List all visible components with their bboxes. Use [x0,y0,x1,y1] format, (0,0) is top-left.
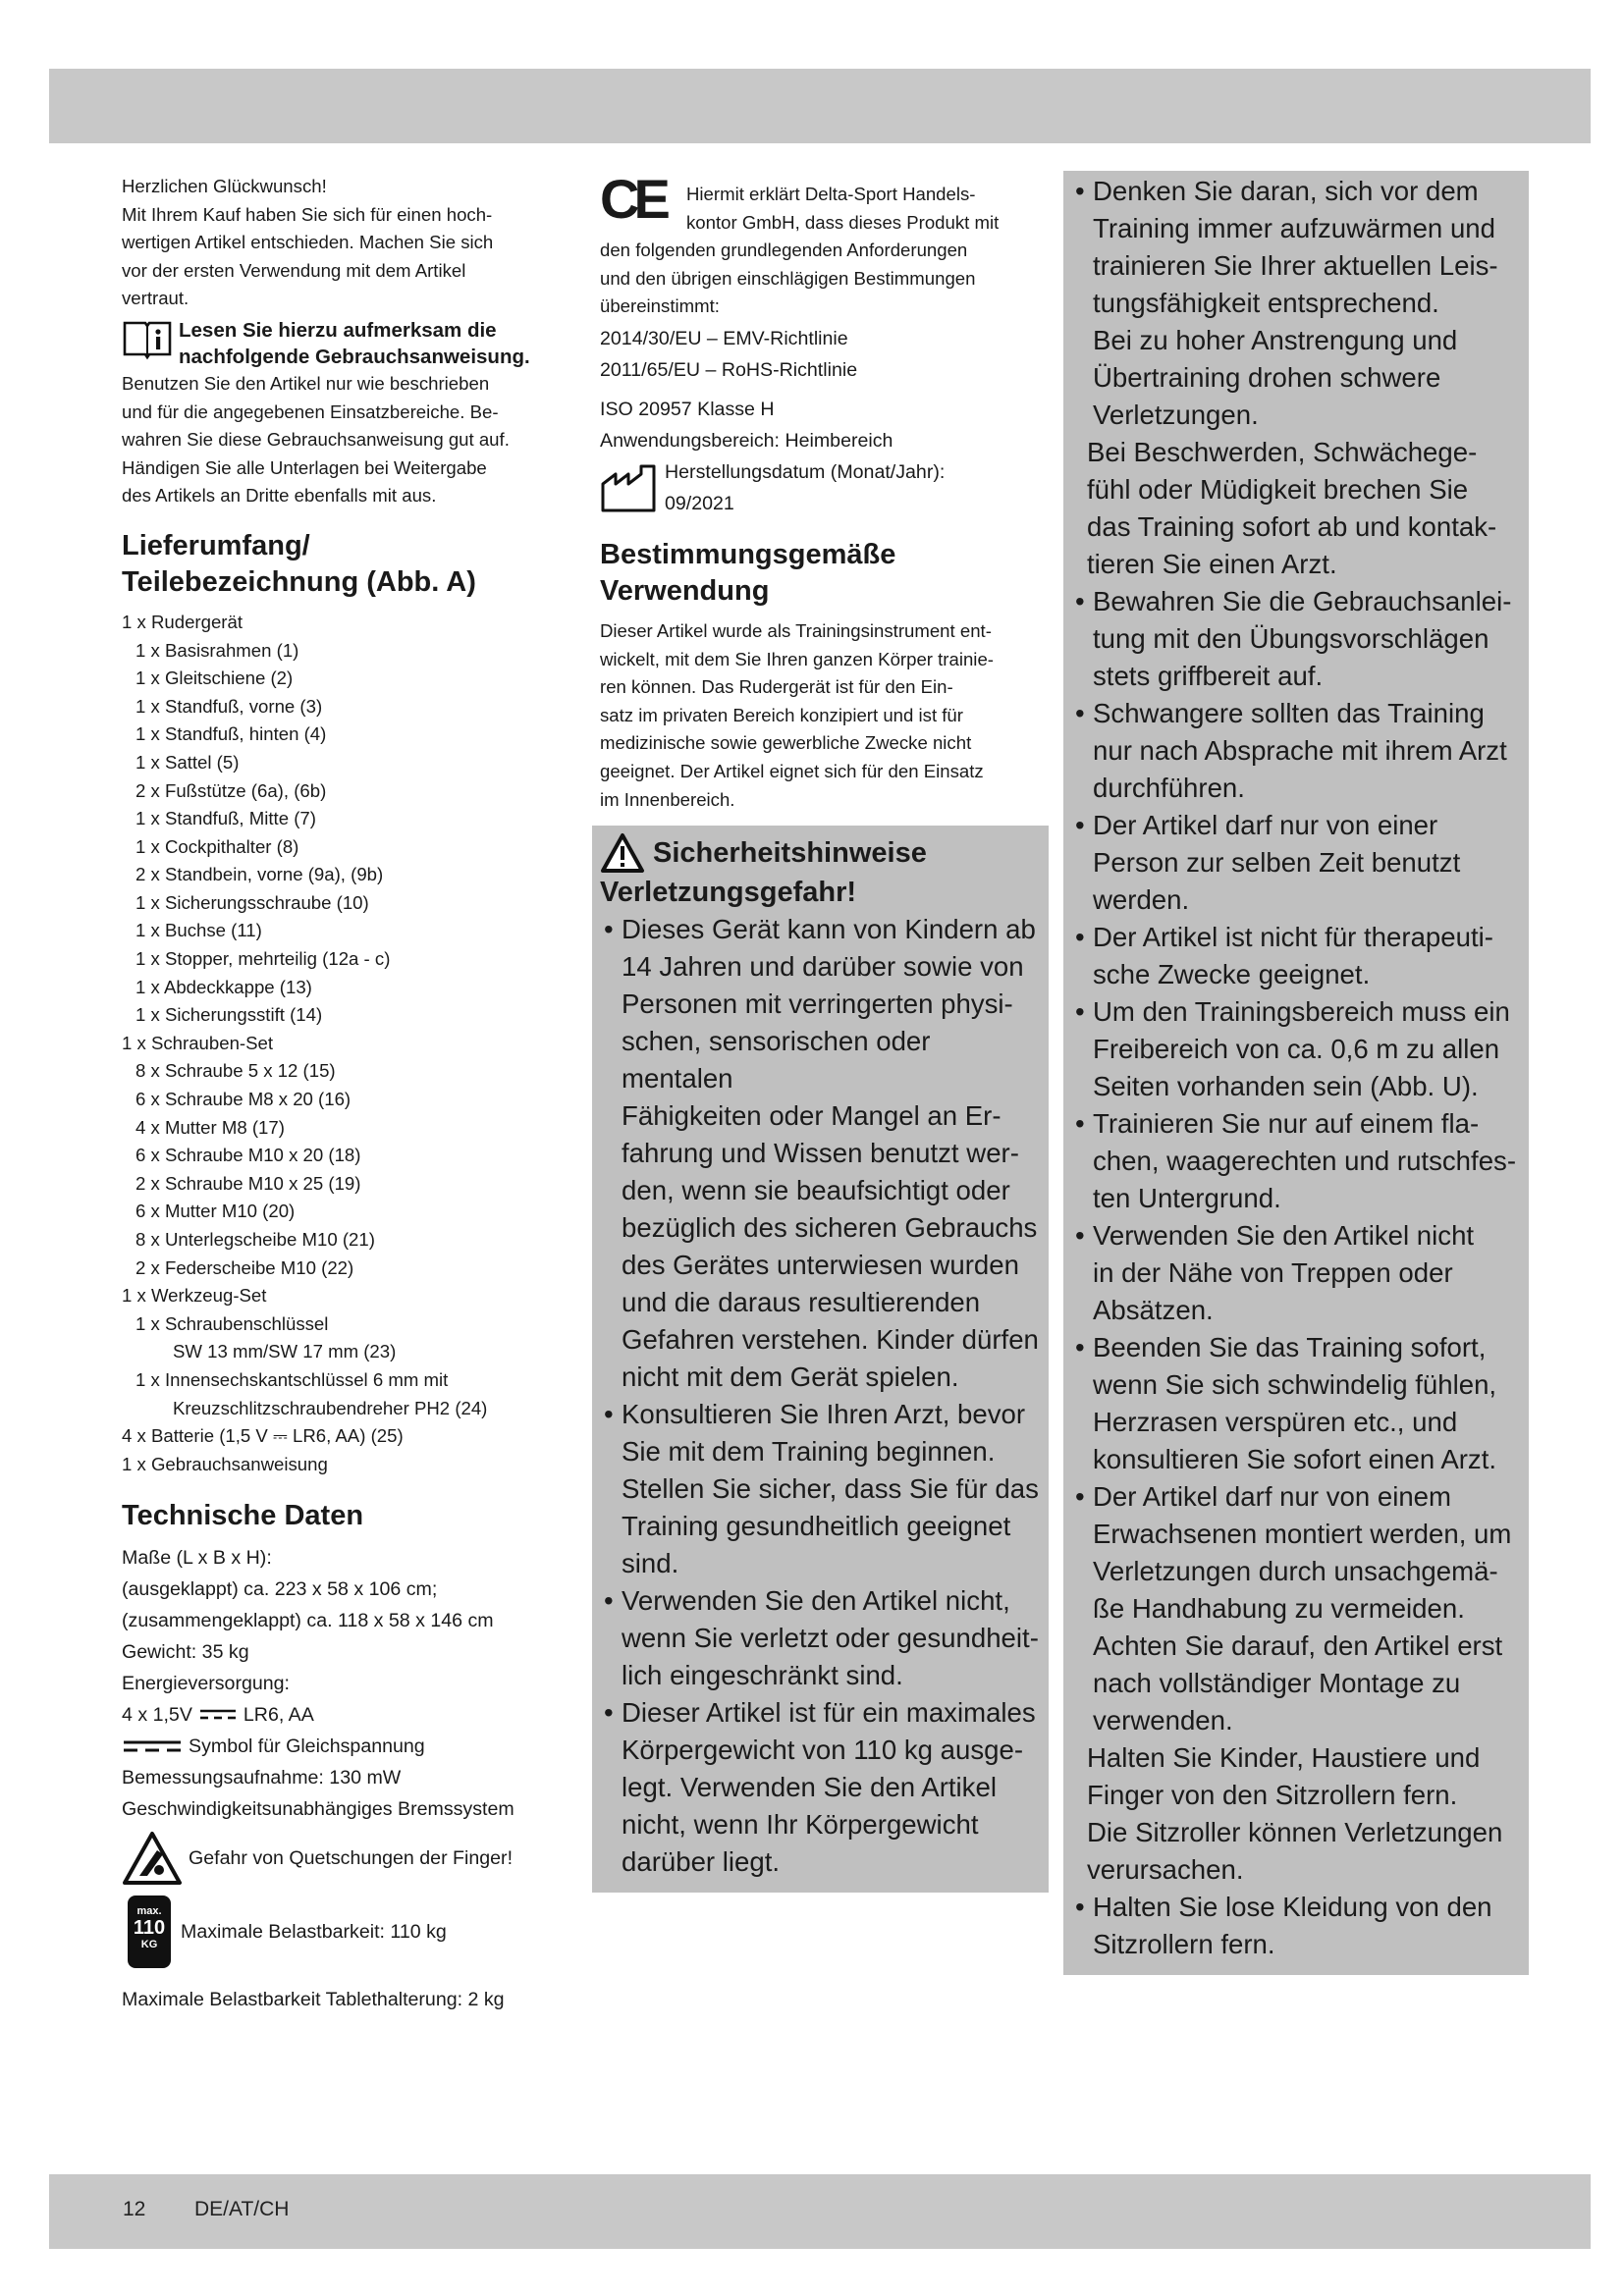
safety-item-line: Verletzungen. [1093,400,1259,430]
safety-item-line: ten Untergrund. [1093,1183,1281,1213]
greeting: Herzlichen Glückwunsch! [122,176,327,196]
intended-use-line: Dieser Artikel wurde als Trainingsinstrument ent- [600,619,992,641]
scope-item: 1 x Innensechskantschlüssel 6 mm mit [135,1368,449,1390]
power-value-pre: 4 x 1,5V [122,1704,192,1727]
safety-item: • Dieses Gerät kann von Kindern ab [600,911,1043,948]
safety-item: • Der Artikel darf nur von einer [1071,807,1523,844]
weight: Gewicht: 35 kg [122,1641,249,1664]
scope-item: 1 x Standfuß, hinten (4) [135,723,327,745]
scope-item: 1 x Gleitschiene (2) [135,667,294,689]
safety-item-line: lich eingeschränkt sind. [622,1660,903,1691]
safety-item-line: nicht mit dem Gerät spielen. [622,1362,959,1393]
manufacture-date [600,456,1049,519]
book-info-icon [122,317,173,360]
emv-directive: 2014/30/EU – EMV-Richtlinie [600,327,848,349]
safety-item-line: konsultieren Sie sofort einen Arzt. [1093,1444,1497,1474]
power-value-post: LR6, AA [243,1704,314,1727]
scope-item: 8 x Unterlegscheibe M10 (21) [135,1229,375,1250]
safety-item-line: ße Handhabung zu vermeiden. [1093,1593,1465,1624]
safety-item-line: schen, sensorischen oder mentalen [622,1026,931,1095]
intended-use-line: medizinische sowie gewerbliche Zwecke nicht [600,732,972,754]
safety-box-continued [1063,171,1529,1975]
safety-item-line: Sitzrollern fern. [1093,1929,1275,1959]
manual-note [122,317,569,370]
safety-list-right [1071,173,1523,1963]
scope-item: 4 x Mutter M8 (17) [135,1116,285,1138]
safety-item: • Konsultieren Sie Ihren Arzt, bevor [600,1396,1043,1433]
safety-item: • Bewahren Sie die Gebrauchsanlei- [1071,583,1523,620]
safety-item-line: Herzrasen verspüren etc., und [1093,1407,1458,1437]
safety-item-line: werden. [1093,884,1190,915]
safety-item: Halten Sie Kinder, Haustiere und [1087,1742,1481,1773]
scope-item: 1 x Basisrahmen (1) [135,639,299,661]
intended-use-text [600,617,1049,814]
scope-item: 2 x Fußstütze (6a), (6b) [135,779,327,801]
ce-line: übereinstimmt: [600,295,720,317]
rated-power: Bemessungsaufnahme: 130 mW [122,1767,402,1789]
safety-item: • Trainieren Sie nur auf einem fla- [1071,1105,1523,1143]
scope-item: 2 x Schraube M10 x 25 (19) [135,1172,361,1194]
safety-item-line: Sie mit dem Training beginnen. [622,1436,996,1468]
region-label: DE/AT/CH [194,2198,290,2220]
header-bar [49,69,1591,143]
dc-symbol-icon [198,1707,238,1723]
safety-item: • Um den Trainingsbereich muss ein [1071,993,1523,1031]
intended-use-line: geeignet. Der Artikel eignet sich für den Einsatz [600,760,984,781]
safety-item-line: sche Zwecke geeignet. [1093,959,1371,989]
ce-declaration [600,168,1049,237]
weight-badge-icon [128,1896,171,1968]
scope-item: 4 x Batterie (1,5 V ⎓ LR6, AA) (25) [122,1425,404,1447]
safety-item-line: Personen mit verringerten physi- [622,988,1013,1020]
safety-item-line: wenn Sie sich schwindelig fühlen, [1093,1369,1497,1400]
mfg-label: Herstellungsdatum (Monat/Jahr): [665,460,946,483]
safety-item-line: Finger von den Sitzrollern fern. [1087,1780,1458,1810]
intended-use-line: ren können. Das Rudergerät ist für den Ein- [600,676,953,698]
safety-item-line: Training immer aufzuwärmen und [1093,213,1495,243]
safety-item-line: Seiten vorhanden sein (Abb. U). [1093,1071,1479,1101]
pinch-text: Gefahr von Quetschungen der Finger! [189,1847,514,1870]
scope-item: 2 x Federscheibe M10 (22) [135,1256,354,1278]
safety-item: • Der Artikel ist nicht für therapeuti- [1071,919,1523,956]
safety-list-middle [600,911,1043,1881]
safety-item-line: tung mit den Übungsvorschlägen [1093,623,1489,654]
safety-item-line: und die daraus resultierenden [622,1287,981,1318]
safety-item: • Denken Sie daran, sich vor dem [1071,173,1523,210]
column-middle [600,168,1049,1893]
safety-item-line: tungsfähigkeit entsprechend. [1093,288,1439,318]
scope-heading [122,528,569,601]
badge-top: max. [136,1905,162,1918]
scope-item: 1 x Sicherungsstift (14) [135,1004,323,1026]
tech-heading: Technische Daten [122,1500,364,1532]
dims-folded: (zusammengeklappt) ca. 118 x 58 x 146 cm [122,1610,494,1632]
footer-bar [49,2174,1591,2249]
column-left [122,173,569,2015]
intro-line: vertraut. [122,288,189,309]
safety-item-line: nur nach Absprache mit ihrem Arzt [1093,735,1507,766]
safety-item: • Schwangere sollten das Training [1071,695,1523,732]
scope-item: 1 x Schraubenschlüssel [135,1312,329,1334]
intended-use-line: wickelt, mit dem Sie Ihren ganzen Körper trainie- [600,648,994,669]
safety-item-line: den, wenn sie beaufsichtigt oder [622,1175,1010,1206]
safety-item-line: das Training sofort ab und kontak- [1087,511,1497,542]
safety-item: • Halten Sie lose Kleidung von den [1071,1889,1523,1926]
scope-item: 6 x Schraube M10 x 20 (18) [135,1145,361,1166]
max-load-row [122,1896,569,1968]
scope-item: SW 13 mm/SW 17 mm (23) [173,1341,397,1362]
safety-item-line: Achten Sie darauf, den Artikel erst [1093,1630,1503,1661]
dc-row [122,1731,569,1762]
dc-label: Symbol für Gleichspannung [189,1735,425,1758]
safety-item-line: legt. Verwenden Sie den Artikel [622,1772,997,1803]
safety-box [592,826,1049,1893]
intro-line: Mit Ihrem Kauf haben Sie sich für einen hoch- [122,203,493,225]
safety-item-line: Training gesundheitlich geeignet [622,1511,1011,1542]
scope-item: 1 x Standfuß, vorne (3) [135,695,323,717]
scope-item: 1 x Cockpithalter (8) [135,835,299,857]
safety-item-line: verwenden. [1093,1705,1233,1735]
safety-item-line: stets griffbereit auf. [1093,661,1324,691]
scope-item: 1 x Sattel (5) [135,751,240,773]
scope-item: 1 x Sicherungsschraube (10) [135,891,369,913]
power-value [122,1699,569,1731]
warning-triangle-icon [600,832,645,874]
usage-line: Benutzen Sie den Artikel nur wie beschrieben [122,372,490,394]
scope-heading-line: Lieferumfang/ [122,529,310,561]
safety-item-line: fühl oder Müdigkeit brechen Sie [1087,474,1469,505]
scope-item: 1 x Gebrauchsanweisung [122,1453,328,1474]
safety-item: • Verwenden Sie den Artikel nicht [1071,1217,1523,1255]
scope-item: Kreuzschlitzschraubendreher PH2 (24) [173,1397,488,1418]
safety-item-line: nicht, wenn Ihr Körpergewicht [622,1809,979,1841]
safety-item: • Dieser Artikel ist für ein maximales [600,1694,1043,1732]
safety-item-line: Stellen Sie sicher, dass Sie für das [622,1473,1039,1505]
safety-item-line: Gefahren verstehen. Kinder dürfen [622,1324,1039,1356]
badge-unit: KG [140,1939,158,1951]
safety-item-line: Übertraining drohen schwere [1093,362,1441,393]
usage-text [122,370,569,510]
usage-line: des Artikels an Dritte ebenfalls mit aus. [122,485,437,507]
safety-item-line: fahrung und Wissen benutzt wer- [622,1138,1019,1169]
safety-item-line: darüber liegt. [622,1846,781,1878]
intended-use-line: satz im privaten Bereich konzipiert und ist für [600,704,963,725]
ce-line: kontor GmbH, dass dieses Produkt mit [686,211,1000,233]
rohs-directive: 2011/65/EU – RoHS-Richtlinie [600,358,858,381]
scope-item: 6 x Schraube M8 x 20 (16) [135,1089,352,1110]
page-number: 12 [123,2198,146,2220]
scope-heading-line: Teilebezeichnung (Abb. A) [122,565,476,598]
safety-item-line: Bei zu hoher Anstrengung und [1093,325,1458,355]
safety-heading-text: Sicherheitshinweise [653,837,927,870]
safety-item-line: Verletzungen durch unsachgemä- [1093,1556,1498,1586]
safety-item-line: nach vollständiger Montage zu [1093,1668,1461,1698]
safety-item-line: Fähigkeiten oder Mangel an Er- [622,1100,1001,1132]
tablet-load: Maximale Belastbarkeit Tablethalterung: 2 kg [122,1989,505,2011]
safety-item-line: des Gerätes unterwiesen wurden [622,1250,1019,1281]
mfg-date: 09/2021 [665,492,734,514]
safety-item-line: tieren Sie einen Arzt. [1087,549,1337,579]
usage-line: wahren Sie diese Gebrauchsanweisung gut auf. [122,429,510,451]
dc-symbol-icon [122,1737,183,1755]
max-load-text: Maximale Belastbarkeit: 110 kg [181,1921,447,1944]
scope-item: 6 x Mutter M10 (20) [135,1201,296,1222]
safety-item: • Der Artikel darf nur von einem [1071,1478,1523,1516]
scope-item: 1 x Stopper, mehrteilig (12a - c) [135,948,391,970]
intro-line: vor der ersten Verwendung mit dem Artikel [122,259,466,281]
dims-open: (ausgeklappt) ca. 223 x 58 x 106 cm; [122,1578,438,1601]
scope-list [122,609,569,1478]
safety-item-line: Erwachsenen montiert werden, um [1093,1519,1512,1549]
safety-item-line: durchführen. [1093,773,1245,803]
note-line-1: Lesen Sie hierzu aufmerksam die [179,318,497,342]
safety-heading [600,831,1043,875]
scope-item: 8 x Schraube 5 x 12 (15) [135,1060,336,1082]
iso-class: ISO 20957 Klasse H [600,398,775,420]
scope-item: 1 x Rudergerät [122,611,243,632]
usage-line: Händigen Sie alle Unterlagen bei Weitergabe [122,456,487,478]
factory-icon [600,462,657,513]
scope-item: 1 x Schrauben-Set [122,1032,274,1053]
ce-mark-icon: CE [600,168,665,230]
ce-line: den folgenden grundlegenden Anforderungen [600,240,968,261]
safety-item-line: Körpergewicht von 110 kg ausge- [622,1735,1024,1766]
power-label: Energieversorgung: [122,1673,291,1695]
intro-line: wertigen Artikel entschieden. Machen Sie sich [122,232,494,253]
safety-item: • Verwenden Sie den Artikel nicht, [600,1582,1043,1620]
note-line-2: nachfolgende Gebrauchsanweisung. [179,345,530,368]
safety-item: • Beenden Sie das Training sofort, [1071,1329,1523,1366]
safety-item-line: Die Sitzroller können Verletzungen [1087,1817,1503,1847]
intended-use-heading-line: Bestimmungsgemäße [600,538,896,570]
safety-item: Bei Beschwerden, Schwächege- [1087,437,1478,467]
pinch-warning-icon [122,1831,183,1886]
safety-item-line: Freibereich von ca. 0,6 m zu allen [1093,1034,1500,1064]
safety-item-line: in der Nähe von Treppen oder [1093,1257,1453,1288]
ce-line: und den übrigen einschlägigen Bestimmungen [600,267,976,289]
safety-item-line: Absätzen. [1093,1295,1214,1325]
application-area: Anwendungsbereich: Heimbereich [600,429,893,452]
intended-use-heading-line: Verwendung [600,574,770,607]
safety-item-line: chen, waagerechten und rutschfes- [1093,1146,1517,1176]
safety-item-line: sind. [622,1548,679,1579]
column-right [1071,171,1529,1975]
safety-item-line: wenn Sie verletzt oder gesundheit- [622,1623,1039,1654]
scope-item: 1 x Standfuß, Mitte (7) [135,808,316,829]
brake: Geschwindigkeitsunabhängiges Bremssystem [122,1798,514,1821]
pinch-warning [122,1831,569,1886]
intro-text [122,201,569,313]
safety-item-line: Person zur selben Zeit benutzt [1093,847,1461,878]
badge-num: 110 [133,1917,166,1940]
safety-item-line: verursachen. [1087,1854,1244,1885]
dims-label: Maße (L x B x H): [122,1547,272,1570]
scope-item: 1 x Werkzeug-Set [122,1285,267,1307]
safety-item-line: trainieren Sie Ihrer aktuellen Leis- [1093,250,1498,281]
injury-risk-heading: Verletzungsgefahr! [600,877,857,909]
scope-item: 1 x Buchse (11) [135,920,262,941]
safety-item-line: bezüglich des sicheren Gebrauchs [622,1212,1038,1244]
intended-use-heading [600,537,1049,610]
scope-item: 1 x Abdeckkappe (13) [135,976,312,997]
scope-item: 2 x Standbein, vorne (9a), (9b) [135,864,384,885]
safety-item-line: 14 Jahren und darüber sowie von [622,951,1024,983]
intended-use-line: im Innenbereich. [600,788,735,810]
usage-line: und für die angegebenen Einsatzbereiche. Be- [122,400,499,422]
ce-line: Hiermit erklärt Delta-Sport Handels- [686,184,976,204]
